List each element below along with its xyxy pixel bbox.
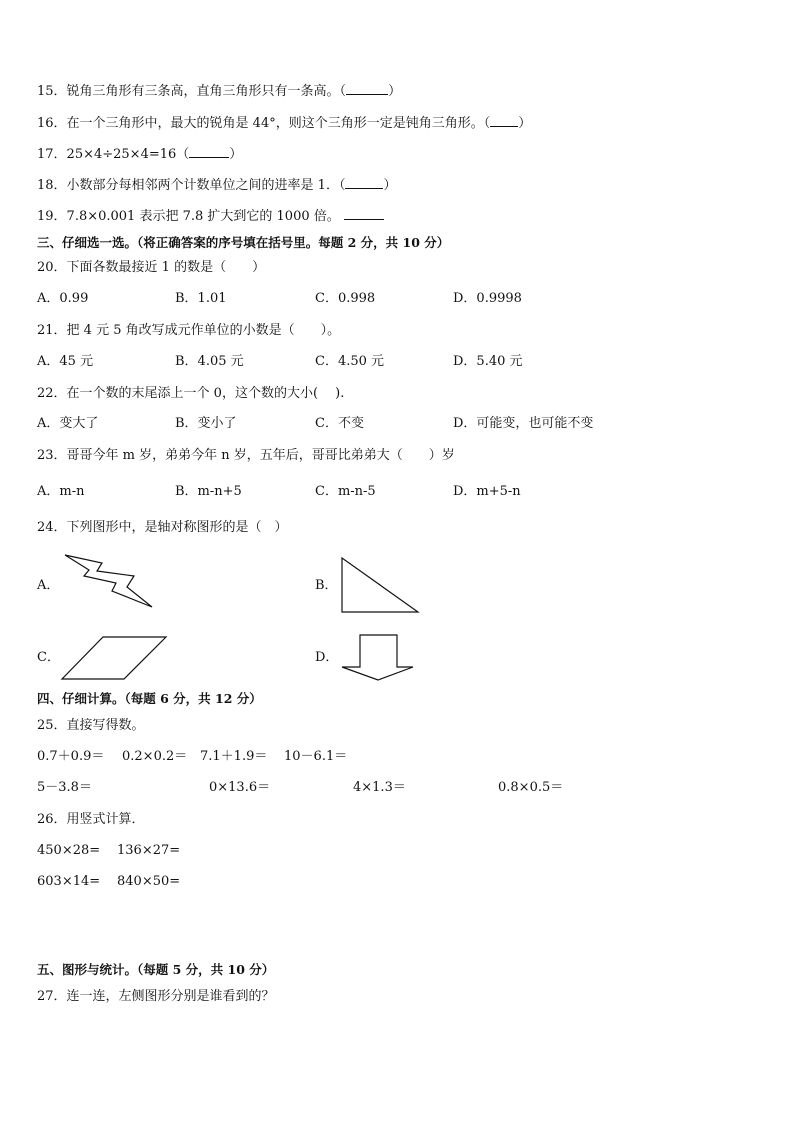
calc-item: 0.7＋0.9＝ (37, 749, 105, 764)
option-d[interactable]: D．m+5-n (453, 484, 521, 499)
option-a[interactable]: A．45 元 (37, 354, 94, 369)
question-number: 16． (37, 116, 67, 131)
section-5-heading: 五、图形与统计。（每题 5 分，共 10 分） (37, 962, 275, 977)
option-c[interactable]: C．4.50 元 (315, 354, 385, 369)
question-text: 在一个三角形中，最大的锐角是 44°，则这个三角形一定是钝角三角形。（ (66, 116, 491, 131)
calc-item: 840×50= (117, 874, 181, 889)
section-3-heading: 三、仔细选一选。（将正确答案的序号填在括号里。每题 2 分，共 10 分） (37, 235, 450, 250)
answer-blank[interactable] (345, 176, 383, 189)
question-19 (37, 207, 384, 226)
option-b[interactable]: B．m-n+5 (175, 484, 242, 499)
question-22: 22．在一个数的末尾添上一个 0，这个数的大小( ). (37, 386, 345, 401)
question-text: 小数部分每相邻两个计数单位之间的进率是 1．（ (66, 178, 346, 193)
question-16: 16．在一个三角形中，最大的锐角是 44°，则这个三角形一定是钝角三角形。（ ） (37, 116, 532, 131)
calc-item: 10－6.1＝ (284, 749, 348, 764)
option-d[interactable]: D．可能变，也可能不变 (453, 416, 594, 431)
parallelogram-figure[interactable] (60, 634, 170, 682)
option-d[interactable]: D．0.9998 (453, 291, 522, 306)
question-17: 17．25×4÷25×4=16（ ） (37, 147, 243, 162)
question-27: 27．连一连，左侧图形分别是谁看到的？ (37, 989, 275, 1004)
lightning-bolt-figure[interactable] (62, 553, 157, 611)
question-26: 26．用竖式计算． (37, 812, 145, 827)
option-a[interactable]: A．0.99 (37, 291, 89, 306)
option-a[interactable]: A．变大了 (37, 416, 99, 431)
calc-item: 450×28= (37, 843, 101, 858)
right-triangle-figure[interactable] (338, 555, 422, 615)
calc-item: 4×1.3＝ (353, 780, 406, 795)
option-d[interactable]: D．5.40 元 (453, 354, 523, 369)
answer-blank[interactable] (344, 207, 384, 220)
figure-label-c: C． (37, 650, 60, 665)
figure-label-d: D． (315, 650, 339, 665)
question-number: 19． (37, 209, 67, 224)
question-21: 21．把 4 元 5 角改写成元作单位的小数是（ ）。 (37, 323, 341, 338)
answer-blank[interactable] (189, 145, 229, 158)
section-4-heading: 四、仔细计算。（每题 6 分，共 12 分） (37, 691, 262, 706)
question-23: 23．哥哥今年 m 岁，弟弟今年 n 岁，五年后，哥哥比弟弟大（ ）岁 (37, 448, 455, 463)
question-15: 15．锐角三角形有三条高，直角三角形只有一条高。（ ） (37, 84, 402, 99)
question-text: 25×4÷25×4=16（ (66, 147, 190, 162)
question-text: 锐角三角形有三条高，直角三角形只有一条高。（ (66, 84, 347, 99)
question-24: 24．下列图形中，是轴对称图形的是（ ） (37, 520, 288, 535)
option-c[interactable]: C．m-n-5 (315, 484, 376, 499)
figure-label-b: B． (315, 578, 338, 593)
calc-item: 603×14= (37, 874, 101, 889)
question-number: 15． (37, 84, 67, 99)
option-c[interactable]: C．0.998 (315, 291, 376, 306)
answer-blank[interactable] (490, 114, 518, 127)
question-text: 7.8×0.001 表示把 7.8 扩大到它的 1000 倍。 (66, 209, 340, 224)
option-b[interactable]: B．变小了 (175, 416, 237, 431)
calc-item: 0×13.6＝ (209, 780, 271, 795)
question-25: 25．直接写得数。 (37, 718, 145, 733)
question-18: 18．小数部分每相邻两个计数单位之间的进率是 1．（ ） (37, 178, 397, 193)
option-c[interactable]: C．不变 (315, 416, 364, 431)
answer-blank[interactable] (346, 82, 388, 95)
calc-item: 136×27= (117, 843, 181, 858)
calc-item: 0.2×0.2＝ (122, 749, 188, 764)
option-b[interactable]: B．1.01 (175, 291, 227, 306)
figure-label-a: A． (37, 578, 60, 593)
down-arrow-figure[interactable] (340, 633, 416, 683)
calc-item: 7.1＋1.9＝ (200, 749, 268, 764)
calc-item: 5－3.8＝ (37, 780, 92, 795)
calc-item: 0.8×0.5＝ (498, 780, 564, 795)
question-number: 18． (37, 178, 67, 193)
question-number: 17． (37, 147, 67, 162)
question-20: 20．下面各数最接近 1 的数是（ ） (37, 260, 266, 275)
option-a[interactable]: A．m-n (37, 484, 85, 499)
option-b[interactable]: B．4.05 元 (175, 354, 244, 369)
